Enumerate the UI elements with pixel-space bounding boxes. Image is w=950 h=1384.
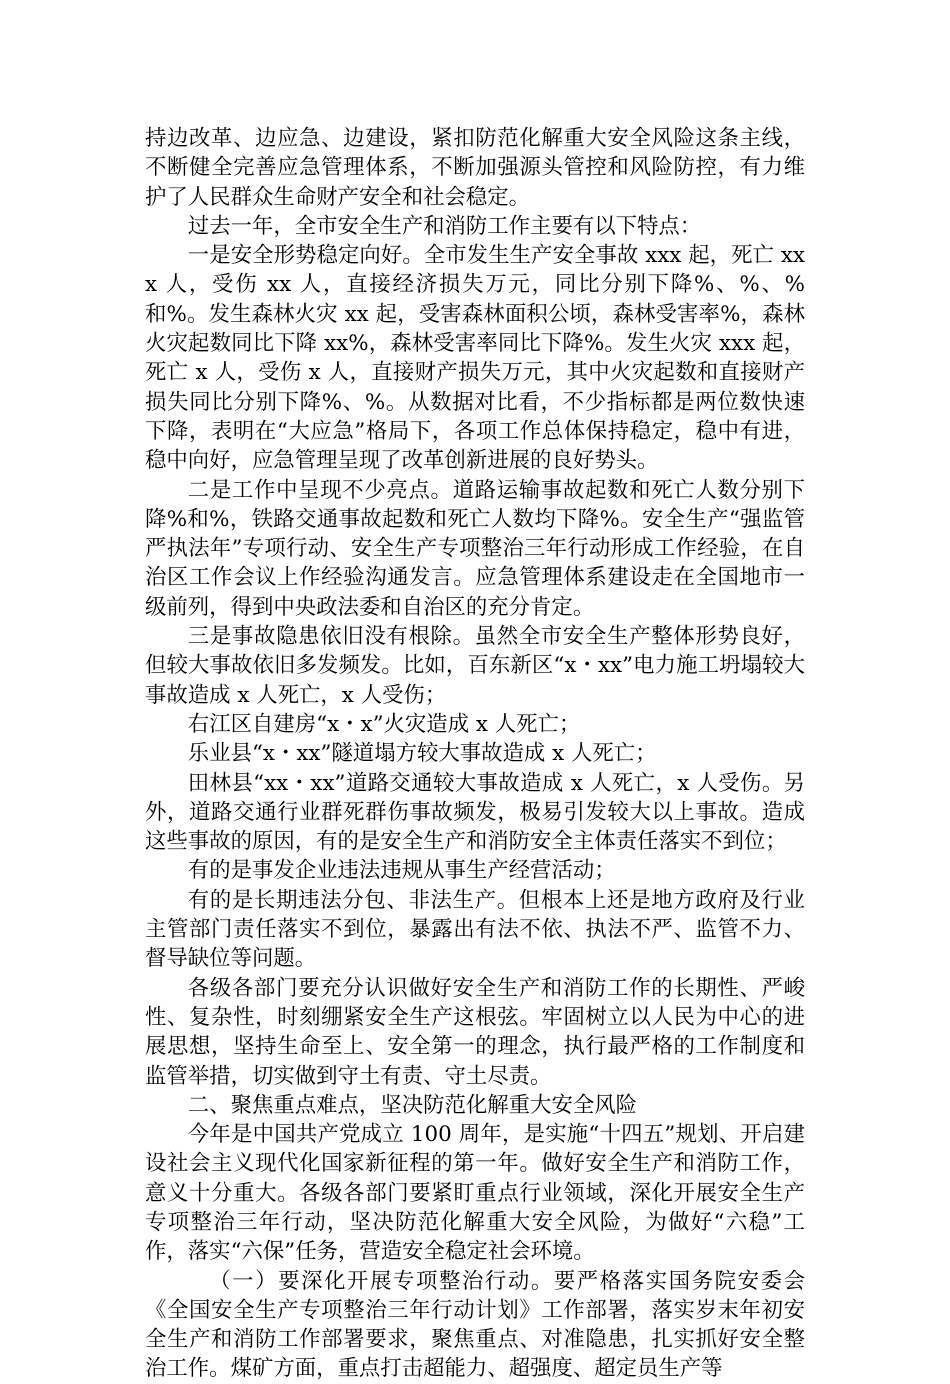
- paragraph-1: 持边改革、边应急、边建设，紧扣防范化解重大安全风险这条主线，不断健全完善应急管理体系，不断加强源头管控和风险防控，有力维护了人民群众生命财产安全和社会稳定。: [145, 126, 805, 210]
- paragraph-6: 右江区自建房“x・x”火灾造成 x 人死亡；: [187, 711, 581, 737]
- paragraph-11: 各级各部门要充分认识做好安全生产和消防工作的长期性、严峻性、复杂性，时刻绷紧安全生产这根弦。牢固树立以人民为中心的进展思想，坚持生命至上、安全第一的理念，执行最严格的工作制度和监管举措，切实做到守土有责、守土尽责。: [145, 975, 805, 1089]
- document-body: [145, 124, 805, 1384]
- section-heading-2: 二、聚焦重点难点，坚决防范化解重大安全风险: [187, 1092, 638, 1118]
- paragraph-7: 乐业县“x・xx”隧道塌方较大事故造成 x 人死亡；: [187, 741, 657, 767]
- paragraph-8: 田林县“xx・xx”道路交通较大事故造成 x 人死亡，x 人受伤。另外，道路交通行业群死群伤事故频发，极易引发较大以上事故。造成这些事故的原因，有的是安全生产和消防安全主体责任落实不到位；: [145, 770, 805, 855]
- paragraph-10: 有的是长期违法分包、非法生产。但根本上还是地方政府及行业主管部门责任落实不到位，暴露出有法不依、执法不严、监管不力、督导缺位等问题。: [145, 887, 805, 972]
- paragraph-5: 三是事故隐患依旧没有根除。虽然全市安全生产整体形势良好，但较大事故依旧多发频发。比如，百东新区“x・xx”电力施工坍塌较大事故造成 x 人死亡，x 人受伤；: [145, 624, 805, 708]
- paragraph-3: 一是安全形势稳定向好。全市发生生产安全事故 xxx 起，死亡 xxx 人，受伤 xx 人，直接经济损失万元，同比分别下降%、%、%和%。发生森林火灾 xx 起，受害森林面积公顷，森林受害率%，森林火灾起数同比下降 xx%，森林受害率同比下降%。发生火灾 xxx 起，死亡 x 人，受伤 x 人，直接财产损失万元，其中火灾起数和直接财产损失同比分别下降%、%。从数据对比看，不少指标都是两位数快速下降，表明在“大应急”格局下，各项工作总体保持稳定，稳中有进，稳中向好，应急管理呈现了改革创新进展的良好势头。: [145, 243, 805, 474]
- paragraph-13: 今年是中国共产党成立 100 周年，是实施“十四五”规划、开启建设社会主义现代化国家新征程的第一年。做好安全生产和消防工作，意义十分重大。各级各部门要紧盯重点行业领域，深化开展安全生产专项整治三年行动，坚决防范化解重大安全风险，为做好“六稳”工作，落实“六保”任务，营造安全稳定社会环境。: [145, 1122, 805, 1265]
- paragraph-2: 过去一年，全市安全生产和消防工作主要有以下特点：: [187, 213, 702, 239]
- paragraph-14: （一）要深化开展专项整治行动。要严格落实国务院安委会《全国安全生产专项整治三年行动计划》工作部署，落实岁末年初安全生产和消防工作部署要求，聚焦重点、对准隐患，扎实抓好安全整治工作。煤矿方面，重点打击超能力、超强度、超定员生产等: [145, 1268, 805, 1382]
- paragraph-9: 有的是事发企业违法违规从事生产经营活动；: [187, 858, 616, 884]
- paragraph-4: 二是工作中呈现不少亮点。道路运输事故起数和死亡人数分别下降%和%，铁路交通事故起数和死亡人数均下降%。安全生产“强监管严执法年”专项行动、安全生产专项整治三年行动形成工作经验，在自治区工作会议上作经验沟通发言。应急管理体系建设走在全国地市一级前列，得到中央政法委和自治区的充分肯定。: [145, 477, 805, 620]
